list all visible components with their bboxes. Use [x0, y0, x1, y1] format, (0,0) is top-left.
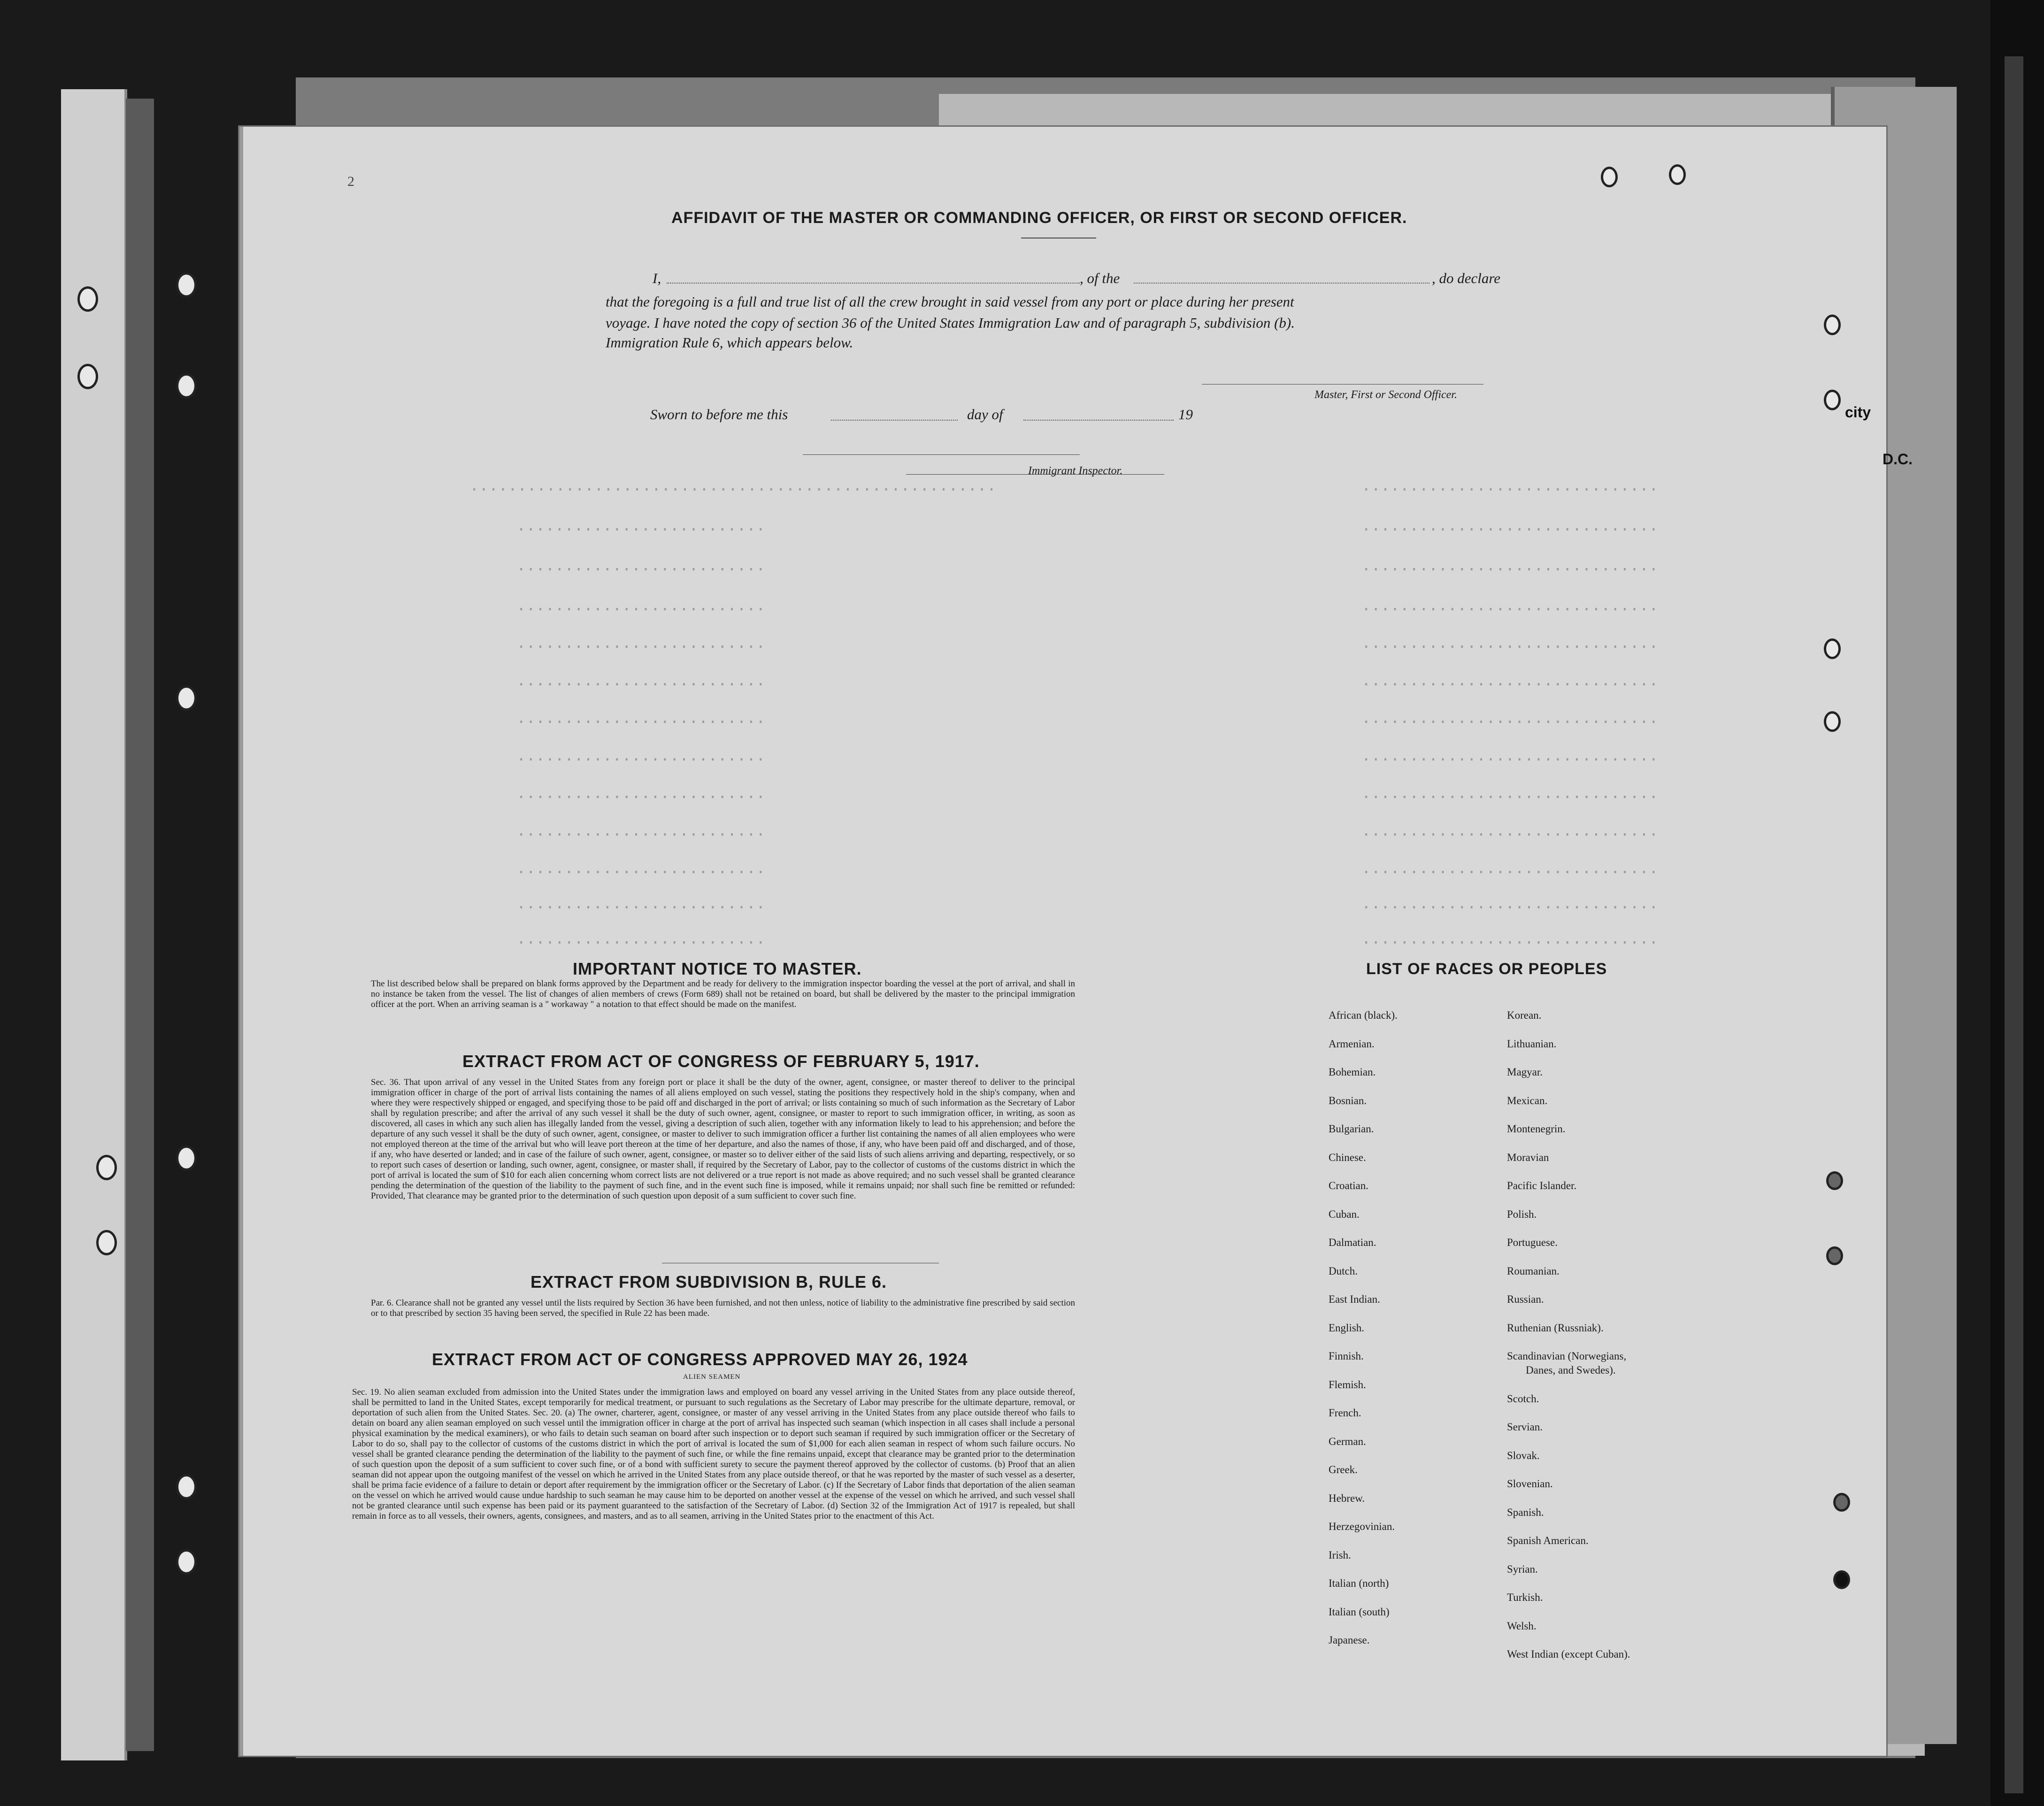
margin-label-dc: D.C. [1883, 451, 1913, 468]
affidavit-line-1-end: , do declare [1432, 270, 1501, 286]
race-item: Dutch. [1329, 1265, 1358, 1277]
race-item: Bosnian. [1329, 1094, 1367, 1107]
bleed-through-row: ······················································· [469, 481, 997, 499]
bleed-through-row: ······························· [1361, 714, 1659, 731]
race-item: Montenegrin. [1507, 1123, 1566, 1135]
affidavit-title: AFFIDAVIT OF THE MASTER OR COMMANDING OFFICER, OR FIRST OR SECOND OFFICER. [671, 209, 1407, 227]
vessel-blank [1134, 282, 1429, 284]
bleed-through-row: ·························· [516, 521, 766, 539]
bleed-through-row: ·························· [516, 934, 766, 952]
affidavit-line-4: Immigration Rule 6, which appears below. [606, 334, 853, 351]
subdivision-text: Par. 6. Clearance shall not be granted any vessel until the lists required by Section 36 have been furnished, and not then unless, notice of liability to the administrative fine prescribed by said section or to that prescribed by section 35 having been served, the specified in Rule 22 has been made. [371, 1298, 1075, 1318]
sworn-year: 19 [1178, 406, 1193, 423]
bleed-through-row: ······························· [1361, 826, 1659, 844]
bleed-through-row: ·························· [516, 789, 766, 807]
race-item: Bohemian. [1329, 1066, 1376, 1078]
punch-hole-icon [176, 685, 197, 711]
race-item: Danes, and Swedes). [1526, 1364, 1616, 1376]
bleed-through-row: ······························· [1361, 899, 1659, 917]
bleed-through-row: ·························· [516, 676, 766, 694]
bleed-through-row: ·························· [516, 826, 766, 844]
extract-1917-title: EXTRACT FROM ACT OF CONGRESS OF FEBRUARY 5, 1917. [462, 1052, 980, 1071]
punch-hole-icon [176, 373, 197, 399]
punch-hole-icon [96, 1230, 117, 1255]
punch-hole-icon [176, 1145, 197, 1171]
bleed-through-row: ·························· [516, 899, 766, 917]
race-item: Bulgarian. [1329, 1123, 1374, 1135]
bleed-through-row: ·························· [516, 561, 766, 579]
race-item: Finnish. [1329, 1350, 1364, 1362]
inspector-caption: Immigrant Inspector. [1028, 465, 1123, 477]
race-item: Flemish. [1329, 1378, 1366, 1391]
punch-hole-icon [1833, 1570, 1850, 1589]
corner-mark: 2 [347, 174, 354, 189]
bleed-through-row: ·························· [516, 601, 766, 619]
alien-seamen-subtitle: ALIEN SEAMEN [683, 1373, 741, 1381]
race-item: Mexican. [1507, 1094, 1548, 1107]
punch-hole-icon [1824, 315, 1841, 335]
punch-hole-icon [77, 364, 98, 389]
right-binding-band [2005, 56, 2023, 1793]
margin-label-city: city [1845, 404, 1871, 421]
bleed-through-row: ······························· [1361, 676, 1659, 694]
race-item: Magyar. [1507, 1066, 1543, 1078]
race-item: Japanese. [1329, 1634, 1370, 1646]
bleed-through-row: ······························· [1361, 638, 1659, 656]
race-item: Roumanian. [1507, 1265, 1560, 1277]
race-item: Korean. [1507, 1009, 1542, 1021]
bleed-through-row: ······························· [1361, 789, 1659, 807]
sworn-day-of: day of [967, 406, 1003, 423]
extract-1917-text: Sec. 36. That upon arrival of any vessel in the United States from any foreign port or place it shall be the duty of the owner, agent, consignee, or master thereof to deliver to the principal immigration officer in charge of the port of arrival lists containing the names of all aliens employed on such vessel, stating the positions they respectively hold in the ship's company, when and where they were respectively shipped or engaged, and specifying those to be paid off and discharged in the port of arrival; or lists containing so much of such information as the Secretary of Labor shall by regulation prescribe; and after the arrival of any such vessel it shall be the duty of such owner, agent, consignee, or master to report to such immigration officer, in writing, as soon as discovered, all cases in which any such alien has illegally landed from the vessel, giving a description of such alien, together with any information likely to lead to his apprehension; and before the departure of any such vessel it shall be the duty of such owner, agent, consignee, or master to deliver to such immigration officer a further list containing the names of all alien employees who were not employed thereon at the time of the arrival but who will leave port thereon at the time of her departure, and also the names of those, if any, who have been paid off and discharged, and of those, if any, who have deserted or landed; and in case of the failure of such owner, agent, consignee, or master so to deliver either of the said lists of such aliens arriving and departing, respectively, or so to report such cases of desertion or landing, such owner, agent, consignee, or master shall, if required by the Secretary of Labor, pay to the collector of customs of the customs district in which the port of arrival is located the sum of $10 for each alien concerning whom correct lists are not delivered or a true report is not made as above required; and no such vessel shall be granted clearance pending the determination of the question of the liability to the payment of such fine, and in the event such fine is imposed, while it remains unpaid; nor shall such fine be remitted or refunded: Provided, That clearance may be granted prior to the determination of such question upon deposit of a sum sufficient to cover such fine. [371, 1077, 1075, 1201]
bleed-through-row: ······························· [1361, 521, 1659, 539]
bleed-through-row: ·························· [516, 638, 766, 656]
affidavit-line-2: that the foregoing is a full and true list of all the crew brought in said vessel from any port or place during her present [606, 293, 1294, 310]
race-item: West Indian (except Cuban). [1507, 1648, 1630, 1660]
left-dark-edge [126, 99, 154, 1751]
bleed-through-row: ······························· [1361, 481, 1659, 499]
inspector-signature-line [803, 454, 1080, 455]
punch-hole-icon [1601, 167, 1618, 187]
punch-hole-icon [1833, 1493, 1850, 1512]
race-item: Armenian. [1329, 1037, 1375, 1050]
race-item: German. [1329, 1435, 1366, 1447]
race-item: Slovenian. [1507, 1478, 1553, 1490]
punch-hole-icon [1669, 164, 1686, 185]
bleed-through-row: ······························· [1361, 561, 1659, 579]
race-item: Welsh. [1507, 1620, 1537, 1632]
race-item: Servian. [1507, 1421, 1543, 1433]
race-item: Syrian. [1507, 1563, 1538, 1575]
punch-hole-icon [96, 1155, 117, 1180]
bleed-through-row: ·························· [516, 714, 766, 731]
left-paper-strip [61, 89, 127, 1760]
punch-hole-icon [1824, 711, 1841, 732]
race-item: Cuban. [1329, 1208, 1360, 1220]
punch-hole-icon [176, 1549, 197, 1575]
name-blank [667, 282, 1080, 284]
race-item: Spanish. [1507, 1506, 1544, 1518]
extract-1924-text: Sec. 19. No alien seaman excluded from admission into the United States under the immigration laws and employed on board any vessel arriving in the United States from any place outside thereof, shall be permitted to land in the United States, except temporarily for medical treatment, or pursuant to such regulations as the Secretary of Labor may prescribe for the ultimate departure, removal, or deportation of such alien from the United States. Sec. 20. (a) The owner, charterer, agent, consignee, or master of any vessel arriving in the United States from any place outside thereof who fails to detain on board any alien seaman employed on such vessel until the immigration officer in charge at the port of arrival has inspected such seaman (which inspection in all cases shall include a personal physical examination by the medical examiners), or who fails to detain such seaman on board after such inspection or to deport such seaman if required by such immigration officer or the Secretary of Labor to do so, shall pay to the collector of customs of the customs district in which the port of arrival is located the sum of $1,000 for each alien seaman in respect of whom such failure occurs. No vessel shall be granted clearance pending the determination of the liability to the payment of such fine, or while the fine remains unpaid, except that clearance may be granted prior to the determination of such question upon the deposit of a sum sufficient to cover such fine, or of a bond with sufficient surety to secure the payment thereof approved by the collector of customs. (b) Proof that an alien seaman did not appear upon the outgoing manifest of the vessel on which he arrived in the United States from any place outside thereof, or that he was reported by the master of such vessel as a deserter, shall be prima facie evidence of a failure to detain or deport after requirement by the immigration officer or the Secretary of Labor. (c) If the Secretary of Labor finds that deportation of the alien seaman on the vessel on which he arrived would cause undue hardship to such seaman he may cause him to be deported on another vessel at the expense of the vessel on which he arrived, and such vessel shall not be granted clearance until such expense has been paid or its payment guaranteed to the satisfaction of the Secretary of Labor. (d) Section 32 of the Immigration Act of 1917 is repealed, but shall remain in force as to all vessels, their owners, agents, consignees, and masters, and as to all seamen, arriving in the United States prior to the enactment of this Act. [352, 1387, 1075, 1521]
race-item: Lithuanian. [1507, 1037, 1557, 1050]
race-item: English. [1329, 1322, 1365, 1334]
affidavit-line-1-start: I, [653, 270, 661, 286]
punch-hole-icon [1824, 390, 1841, 410]
notice-title: IMPORTANT NOTICE TO MASTER. [573, 959, 862, 978]
bleed-through-row: ······························· [1361, 934, 1659, 952]
race-item: Greek. [1329, 1464, 1358, 1476]
race-item: Irish. [1329, 1549, 1351, 1561]
punch-hole-icon [1824, 638, 1841, 659]
bleed-through-row: ······························· [1361, 864, 1659, 882]
punch-hole-icon [1826, 1246, 1843, 1265]
race-item: Dalmatian. [1329, 1237, 1376, 1248]
race-item: Chinese. [1329, 1151, 1366, 1163]
race-item: Herzegovinian. [1329, 1521, 1395, 1532]
race-item: Croatian. [1329, 1180, 1368, 1191]
race-item: Scotch. [1507, 1392, 1539, 1405]
bleed-through-row: ·························· [516, 864, 766, 882]
race-item: Spanish American. [1507, 1535, 1589, 1546]
race-item: East Indian. [1329, 1293, 1380, 1305]
race-item: Ruthenian (Russniak). [1507, 1322, 1604, 1334]
race-item: Italian (north) [1329, 1577, 1389, 1589]
race-item: Polish. [1507, 1208, 1537, 1220]
races-title: LIST OF RACES OR PEOPLES [1366, 960, 1607, 978]
race-item: Scandinavian (Norwegians, [1507, 1350, 1627, 1362]
extract-1924-title: EXTRACT FROM ACT OF CONGRESS APPROVED MAY 26, 1924 [432, 1350, 968, 1369]
race-item: Turkish. [1507, 1591, 1543, 1603]
subdivision-title: EXTRACT FROM SUBDIVISION B, RULE 6. [530, 1272, 887, 1291]
race-item: Portuguese. [1507, 1237, 1558, 1248]
race-item: Pacific Islander. [1507, 1180, 1577, 1191]
race-item: Moravian [1507, 1151, 1549, 1163]
race-item: Italian (south) [1329, 1606, 1390, 1618]
race-item: French. [1329, 1407, 1361, 1419]
master-caption: Master, First or Second Officer. [1314, 389, 1457, 401]
race-item: Slovak. [1507, 1449, 1540, 1461]
race-item: Russian. [1507, 1293, 1544, 1305]
punch-hole-icon [77, 286, 98, 312]
month-blank [1023, 419, 1174, 421]
bleed-through-row: ······························· [1361, 751, 1659, 769]
punch-hole-icon [176, 1474, 197, 1499]
affidavit-line-1-mid: , of the [1080, 270, 1120, 286]
race-item: Hebrew. [1329, 1492, 1365, 1504]
bleed-through-row: ·························· [516, 751, 766, 769]
notice-text: The list described below shall be prepared on blank forms approved by the Department and be ready for delivery to the immigration inspector boarding the vessel at the port of arrival, and shall in no instance be taken from the vessel. The list of changes of alien members of crews (Form 689) shall not be retained on board, but shall be delivered by the master to the principal immigration officer at the port. When an arriving seaman is a " workaway " a notation to that effect should be made on the manifest. [371, 979, 1075, 1009]
day-blank [831, 419, 958, 421]
bleed-through-row: ······························· [1361, 601, 1659, 619]
race-item: African (black). [1329, 1009, 1398, 1021]
sworn-text: Sworn to before me this [650, 406, 788, 423]
punch-hole-icon [1826, 1171, 1843, 1190]
punch-hole-icon [176, 272, 197, 298]
affidavit-line-3: voyage. I have noted the copy of section 36 of the United States Immigration Law and of paragraph 5, subdivision (b). [606, 315, 1295, 331]
